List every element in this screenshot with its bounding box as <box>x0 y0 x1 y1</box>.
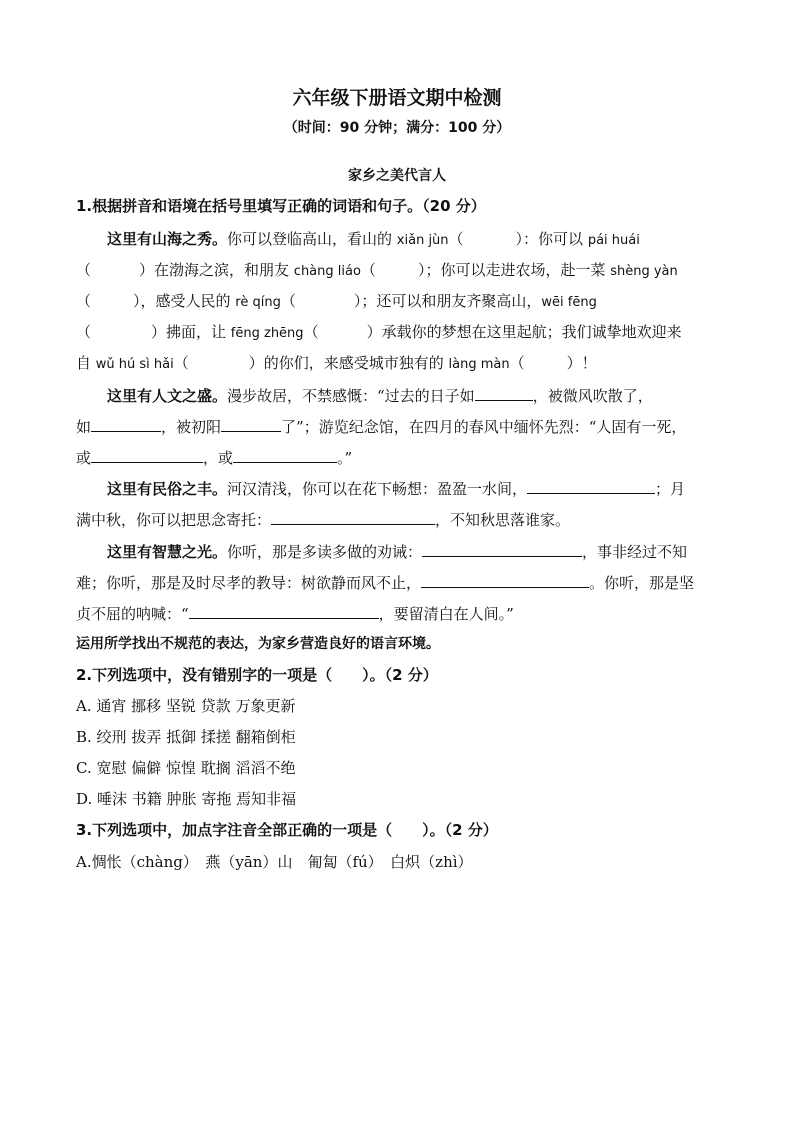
q1-p1-lead: 这里有山海之秀。 <box>107 230 228 248</box>
paren-open: （ <box>76 323 92 341</box>
q2-option-c[interactable]: C. 宽慰 偏僻 惊惶 耽搁 滔滔不绝 <box>76 759 296 777</box>
paren-open: （ <box>509 354 525 372</box>
exam-subtitle: （时间：90 分钟；满分：100 分） <box>283 120 511 136</box>
q1-p2-text: 漫步故居，不禁感慨：“过去的日子如 <box>227 387 475 405</box>
q1-p4-text: 难；你听，那是及时尽孝的教导：树欲静而风不止， <box>76 574 422 592</box>
q1-p4-text: 你听，那是多读多做的劝诫： <box>227 543 423 561</box>
q1-p1-line2 <box>76 260 678 282</box>
q1-p1-text: ）：你可以 <box>515 230 588 248</box>
q1-p2-text: ，被初阳 <box>161 418 222 436</box>
question-2-stem: 2.下列选项中，没有错别字的一项是（ ）。（2 分） <box>76 666 438 684</box>
q1-p2-line1 <box>107 385 653 406</box>
q1-p1-line4 <box>76 322 682 344</box>
q1-p1-text: 你可以登临高山，看山的 <box>227 230 397 248</box>
fill-blank[interactable] <box>527 478 655 494</box>
fill-blank[interactable] <box>221 416 281 432</box>
q1-p1-text: ）承载你的梦想在这里起航；我们诚挚地欢迎来 <box>366 323 682 341</box>
q1-p4-text: ，事非经过不知 <box>582 543 688 561</box>
question-3-stem: 3.下列选项中，加点字注音全部正确的一项是（ ）。（2 分） <box>76 821 498 839</box>
q1-p4-line2 <box>76 572 694 593</box>
q1-p2-text: ，被微风吹散了， <box>532 387 653 405</box>
fill-blank[interactable] <box>189 603 379 619</box>
fill-blank[interactable] <box>421 572 589 588</box>
paren-open: （ <box>76 261 92 279</box>
pinyin-langman: làng màn <box>448 357 510 372</box>
q1-p1-line3 <box>76 291 597 313</box>
q1-p2-text: 如 <box>76 418 92 436</box>
pinyin-weifeng: wēi fēng <box>541 295 597 310</box>
q1-p1-text: ）在渤海之滨，和朋友 <box>139 261 294 279</box>
paren-open: （ <box>303 323 319 341</box>
q1-p1-text: ），感受人民的 <box>133 292 236 310</box>
fill-blank[interactable] <box>422 541 582 557</box>
fill-blank[interactable] <box>271 509 435 525</box>
q1-p2-lead: 这里有人文之盛。 <box>107 387 228 405</box>
q1-p4-text: 。你听，那是坚 <box>589 574 695 592</box>
q1-p1-text: ）拂面，让 <box>151 323 231 341</box>
fill-blank[interactable] <box>91 416 161 432</box>
q1-p2-text: 或 <box>76 449 92 467</box>
fill-blank[interactable] <box>91 447 203 463</box>
paren-open: （ <box>280 292 296 310</box>
q1-p2-text: 。” <box>337 449 353 467</box>
q1-p3-lead: 这里有民俗之丰。 <box>107 480 228 498</box>
paren-open: （ <box>360 261 376 279</box>
q1-p2-line3 <box>76 447 352 468</box>
pinyin-changliao: chàng liáo <box>293 264 361 279</box>
paren-open: （ <box>173 354 189 372</box>
q1-p3-text: 满中秋，你可以把思念寄托： <box>76 511 272 529</box>
paren-close: ）！ <box>566 354 597 372</box>
q1-p1-text: ）；你可以走进农场，赴一菜 <box>417 261 611 279</box>
q1-p2-line2 <box>76 416 686 437</box>
q1-p1-line1 <box>107 229 640 251</box>
q2-option-d[interactable]: D. 唾沫 书籍 肿胀 寄拖 焉知非福 <box>76 790 297 808</box>
paren-open: （ <box>76 292 92 310</box>
q1-p1-text: ）；还可以和朋友齐聚高山， <box>353 292 542 310</box>
pinyin-fengzheng: fēng zhēng <box>230 326 304 341</box>
q1-p3-text: 河汉清浅，你可以在花下畅想：盈盈一水间， <box>227 480 528 498</box>
q1-p1-text: ）的你们，来感受城市独有的 <box>248 354 449 372</box>
fill-blank[interactable] <box>233 447 337 463</box>
q2-option-a[interactable]: A. 通宵 挪移 坚锐 贷款 万象更新 <box>76 697 296 715</box>
q1-p3-text: ，不知秋思落谁家。 <box>435 511 571 529</box>
q1-p4-lead: 这里有智慧之光。 <box>107 543 228 561</box>
exam-title: 六年级下册语文期中检测 <box>292 87 502 109</box>
question-1-stem: 1.根据拼音和语境在括号里填写正确的词语和句子。（20 分） <box>76 197 486 215</box>
q1-p3-line2 <box>76 509 570 530</box>
q1-p4-text: 贞不屈的呐喊：“ <box>76 605 189 623</box>
q1-p4-line1 <box>107 541 687 562</box>
pinyin-xianjun: xiǎn jùn <box>396 233 449 248</box>
q2-option-b[interactable]: B. 绞刑 拔弄 抵御 揉搓 翻箱倒柜 <box>76 728 296 746</box>
q1-closing-note: 运用所学找出不规范的表达，为家乡营造良好的语言环境。 <box>76 636 440 652</box>
section-title: 家乡之美代言人 <box>348 168 446 184</box>
q1-p1-text: 自 <box>76 354 96 372</box>
q1-p2-text: ，或 <box>203 449 234 467</box>
q1-p2-text: 了”；游览纪念馆，在四月的春风中缅怀先烈：“人固有一死， <box>281 418 687 436</box>
pinyin-shengyan: shèng yàn <box>610 264 678 279</box>
pinyin-reqing: rè qíng <box>235 295 281 310</box>
paren-open: （ <box>448 230 464 248</box>
q1-p1-line5 <box>76 353 597 375</box>
fill-blank[interactable] <box>475 385 533 401</box>
pinyin-paihuai: pái huái <box>587 233 640 248</box>
q3-option-a[interactable]: A.惆怅（chàng） 燕（yān）山 匍匐（fú） 白炽（zhì） <box>76 853 473 871</box>
q1-p4-line3 <box>76 603 514 624</box>
q1-p3-text: ；月 <box>655 480 686 498</box>
q1-p3-line1 <box>107 478 685 499</box>
q1-p4-text: ，要留清白在人间。” <box>378 605 514 623</box>
pinyin-wuhusihai: wǔ hú sì hǎi <box>95 357 174 372</box>
